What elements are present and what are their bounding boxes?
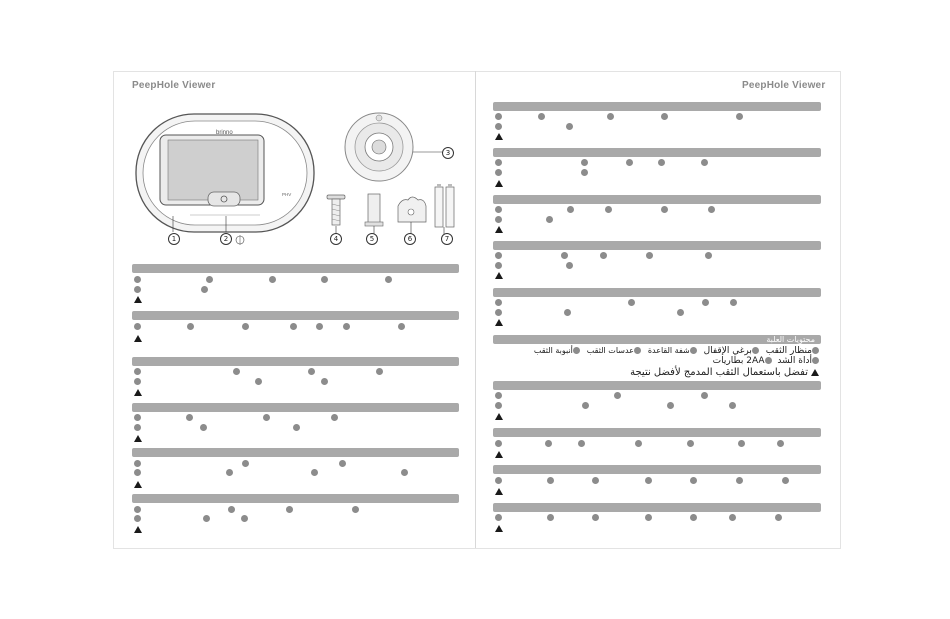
bullet-icon <box>658 159 665 166</box>
bullet-icon <box>134 276 141 283</box>
product-illustration <box>130 104 465 254</box>
tool-illustration <box>398 197 426 222</box>
bullet-icon <box>269 276 276 283</box>
tube-illustration <box>365 194 383 226</box>
bullet-icon <box>495 123 502 130</box>
bullet-icon <box>730 299 737 306</box>
bullet-icon <box>661 206 668 213</box>
bullet-icon <box>775 514 782 521</box>
bullet-icon <box>765 357 772 364</box>
bullet-icon <box>200 424 207 431</box>
bullet-icon <box>134 378 141 385</box>
door-lens-illustration <box>345 113 413 181</box>
bullet-icon <box>242 323 249 330</box>
bullet-icon <box>690 514 697 521</box>
callout-7: 7 <box>441 233 453 245</box>
bullet-icon <box>614 392 621 399</box>
bullet-icon <box>255 378 262 385</box>
bullet-icon <box>187 323 194 330</box>
section-bar <box>493 288 821 297</box>
bullet-icon <box>316 323 323 330</box>
bullet-icon <box>736 113 743 120</box>
warning-icon <box>495 488 503 495</box>
contents-item: 2AA بطاريات <box>712 356 765 366</box>
section-bar <box>493 428 821 437</box>
bullet-icon <box>134 460 141 467</box>
bullet-icon <box>567 206 574 213</box>
warning-icon <box>134 296 142 303</box>
section-bar <box>493 195 821 204</box>
bullet-icon <box>634 347 641 354</box>
warning-icon <box>811 369 819 376</box>
bullet-icon <box>495 159 502 166</box>
bullet-icon <box>566 123 573 130</box>
bullet-icon <box>495 299 502 306</box>
bullet-icon <box>134 286 141 293</box>
section-bar <box>493 465 821 474</box>
bullet-icon <box>687 440 694 447</box>
bullet-icon <box>495 206 502 213</box>
bullet-icon <box>495 252 502 259</box>
callout-3: 3 <box>442 147 454 159</box>
bullet-icon <box>561 252 568 259</box>
bullet-icon <box>752 347 759 354</box>
bullet-icon <box>777 440 784 447</box>
bullet-icon <box>186 414 193 421</box>
contents-note <box>630 367 819 379</box>
bullet-icon <box>495 113 502 120</box>
bullet-icon <box>738 440 745 447</box>
section-bar <box>493 102 821 111</box>
bullet-icon <box>206 276 213 283</box>
section-bar <box>132 403 459 412</box>
bullet-icon <box>566 262 573 269</box>
bullet-icon <box>702 299 709 306</box>
bullet-icon <box>134 368 141 375</box>
bullet-icon <box>495 392 502 399</box>
screw-illustration <box>327 195 345 225</box>
warning-icon <box>134 435 142 442</box>
bullet-icon <box>228 506 235 513</box>
bullet-icon <box>263 414 270 421</box>
contents-bar <box>493 335 821 344</box>
bullet-icon <box>201 286 208 293</box>
bullet-icon <box>352 506 359 513</box>
callout-2: 2 <box>220 233 232 245</box>
section-bar <box>132 357 459 366</box>
bullet-icon <box>226 469 233 476</box>
bullet-icon <box>311 469 318 476</box>
bullet-icon <box>628 299 635 306</box>
bullet-icon <box>677 309 684 316</box>
warning-icon <box>134 526 142 533</box>
contents-item: أنبوبة الثقب <box>533 346 573 355</box>
brand-left: PeepHole Viewer <box>132 80 216 91</box>
bullet-icon <box>242 460 249 467</box>
bullet-icon <box>701 159 708 166</box>
bullet-icon <box>581 159 588 166</box>
bullet-icon <box>646 252 653 259</box>
bullet-icon <box>286 506 293 513</box>
bullet-icon <box>701 392 708 399</box>
bullet-icon <box>661 113 668 120</box>
section-bar <box>493 241 821 250</box>
contents-item: شفة القاعدة <box>647 346 690 355</box>
bullet-icon <box>495 169 502 176</box>
bullet-icon <box>293 424 300 431</box>
contents-row-2 <box>713 356 819 367</box>
bullet-icon <box>134 506 141 513</box>
bullet-icon <box>321 378 328 385</box>
brand-right: PeepHole Viewer <box>742 80 826 91</box>
bullet-icon <box>578 440 585 447</box>
page-fold <box>475 71 476 548</box>
bullet-icon <box>376 368 383 375</box>
bullet-icon <box>626 159 633 166</box>
warning-icon <box>134 335 142 342</box>
callout-6: 6 <box>404 233 416 245</box>
bullet-icon <box>667 402 674 409</box>
bullet-icon <box>495 262 502 269</box>
warning-icon <box>495 413 503 420</box>
contents-item: منظار الثقب <box>765 346 812 356</box>
bullet-icon <box>134 414 141 421</box>
bullet-icon <box>812 347 819 354</box>
bullet-icon <box>547 477 554 484</box>
bullet-icon <box>241 515 248 522</box>
bullet-icon <box>546 216 553 223</box>
svg-text:brinno: brinno <box>216 130 233 136</box>
bullet-icon <box>736 477 743 484</box>
bullet-icon <box>134 469 141 476</box>
warning-icon <box>495 525 503 532</box>
bullet-icon <box>581 169 588 176</box>
bullet-icon <box>729 402 736 409</box>
bullet-icon <box>690 347 697 354</box>
bullet-icon <box>308 368 315 375</box>
bullet-icon <box>592 514 599 521</box>
batteries-illustration <box>435 184 454 227</box>
contents-title: محتويات العلبة <box>766 335 815 344</box>
bullet-icon <box>573 347 580 354</box>
bullet-icon <box>398 323 405 330</box>
warning-icon <box>495 451 503 458</box>
svg-text:PHV: PHV <box>282 192 292 197</box>
bullet-icon <box>782 477 789 484</box>
contents-item: عدسات الثقب <box>586 346 634 355</box>
bullet-icon <box>331 414 338 421</box>
section-bar <box>493 381 821 390</box>
bullet-icon <box>708 206 715 213</box>
section-bar <box>132 264 459 273</box>
viewer-device-illustration <box>136 114 314 232</box>
bullet-icon <box>343 323 350 330</box>
section-bar <box>493 148 821 157</box>
warning-icon <box>134 481 142 488</box>
callout-1: 1 <box>168 233 180 245</box>
contents-note-text: تفضل باستعمال الثقب المدمج لأفضل نتيجة <box>630 367 808 378</box>
bullet-icon <box>812 357 819 364</box>
callout-4: 4 <box>330 233 342 245</box>
contents-item: برغي الإقفال <box>703 346 752 356</box>
bullet-icon <box>401 469 408 476</box>
bullet-icon <box>690 477 697 484</box>
bullet-icon <box>495 309 502 316</box>
bullet-icon <box>495 402 502 409</box>
bullet-icon <box>134 515 141 522</box>
bullet-icon <box>547 514 554 521</box>
bullet-icon <box>564 309 571 316</box>
bullet-icon <box>495 514 502 521</box>
section-bar <box>132 494 459 503</box>
bullet-icon <box>645 514 652 521</box>
bullet-icon <box>607 113 614 120</box>
warning-icon <box>495 133 503 140</box>
bullet-icon <box>645 477 652 484</box>
bullet-icon <box>592 477 599 484</box>
bullet-icon <box>605 206 612 213</box>
section-bar <box>132 311 459 320</box>
bullet-icon <box>538 113 545 120</box>
bullet-icon <box>134 323 141 330</box>
bullet-icon <box>582 402 589 409</box>
bullet-icon <box>339 460 346 467</box>
bullet-icon <box>495 477 502 484</box>
bullet-icon <box>495 440 502 447</box>
warning-icon <box>495 272 503 279</box>
section-bar <box>132 448 459 457</box>
bullet-icon <box>290 323 297 330</box>
bullet-icon <box>495 216 502 223</box>
section-bar <box>493 503 821 512</box>
bullet-icon <box>729 514 736 521</box>
bullet-icon <box>545 440 552 447</box>
warning-icon <box>134 389 142 396</box>
warning-icon <box>495 226 503 233</box>
bullet-icon <box>233 368 240 375</box>
callout-5: 5 <box>366 233 378 245</box>
bullet-icon <box>705 252 712 259</box>
warning-icon <box>495 180 503 187</box>
warning-icon <box>495 319 503 326</box>
bullet-icon <box>321 276 328 283</box>
bullet-icon <box>600 252 607 259</box>
bullet-icon <box>385 276 392 283</box>
bullet-icon <box>635 440 642 447</box>
bullet-icon <box>203 515 210 522</box>
bullet-icon <box>134 424 141 431</box>
contents-item: أداة الشد <box>777 356 812 366</box>
